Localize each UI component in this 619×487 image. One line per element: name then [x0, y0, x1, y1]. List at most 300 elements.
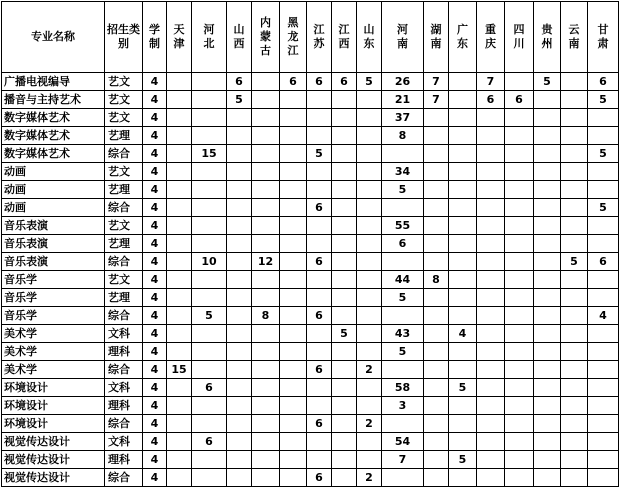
quota-cell [534, 361, 561, 379]
quota-cell [332, 253, 357, 271]
quota-cell: 10 [192, 253, 227, 271]
category-cell: 综合 [105, 361, 143, 379]
quota-cell [332, 415, 357, 433]
quota-cell: 4 [588, 307, 619, 325]
quota-cell [561, 433, 588, 451]
quota-cell [534, 433, 561, 451]
quota-cell [424, 451, 449, 469]
quota-cell [167, 325, 192, 343]
duration-cell: 4 [143, 307, 167, 325]
major-name-cell: 音乐学 [2, 271, 105, 289]
quota-cell [332, 163, 357, 181]
header-label: 江西 [338, 22, 350, 50]
header-label: 重庆 [485, 22, 496, 50]
quota-cell [357, 271, 382, 289]
quota-cell [449, 73, 477, 91]
duration-cell: 4 [143, 325, 167, 343]
quota-cell [357, 307, 382, 325]
major-name-cell: 音乐表演 [2, 253, 105, 271]
table-row [2, 217, 619, 235]
quota-cell [424, 145, 449, 163]
quota-cell [227, 325, 252, 343]
header-province [477, 2, 505, 73]
quota-cell [449, 145, 477, 163]
quota-cell [227, 343, 252, 361]
quota-cell [192, 217, 227, 235]
quota-cell [192, 127, 227, 145]
quota-cell [252, 235, 280, 253]
quota-cell [307, 127, 332, 145]
quota-cell [449, 199, 477, 217]
major-name-cell: 环境设计 [2, 415, 105, 433]
quota-cell [280, 91, 307, 109]
quota-cell [280, 217, 307, 235]
quota-cell [382, 145, 424, 163]
table-row [2, 253, 619, 271]
quota-cell [227, 235, 252, 253]
quota-cell: 2 [357, 361, 382, 379]
category-cell: 文科 [105, 325, 143, 343]
quota-cell: 6 [307, 307, 332, 325]
quota-cell: 6 [307, 73, 332, 91]
category-cell: 艺理 [105, 235, 143, 253]
table-row [2, 199, 619, 217]
quota-cell: 5 [332, 325, 357, 343]
major-name-cell: 数字媒体艺术 [2, 145, 105, 163]
quota-cell [280, 451, 307, 469]
duration-cell: 4 [143, 397, 167, 415]
quota-cell [307, 451, 332, 469]
quota-cell [252, 343, 280, 361]
quota-cell [534, 397, 561, 415]
quota-cell: 6 [477, 91, 505, 109]
quota-cell [449, 397, 477, 415]
quota-cell [280, 415, 307, 433]
quota-cell [449, 307, 477, 325]
quota-cell [332, 397, 357, 415]
quota-cell [505, 127, 534, 145]
quota-cell [449, 433, 477, 451]
quota-cell: 6 [227, 73, 252, 91]
quota-cell: 54 [382, 433, 424, 451]
quota-cell: 6 [382, 235, 424, 253]
table-row [2, 379, 619, 397]
quota-cell: 43 [382, 325, 424, 343]
quota-cell: 8 [382, 127, 424, 145]
table-row [2, 325, 619, 343]
header-province [227, 2, 252, 73]
duration-cell: 4 [143, 451, 167, 469]
header-province [588, 2, 619, 73]
quota-cell [588, 361, 619, 379]
header-province [424, 2, 449, 73]
quota-cell [588, 397, 619, 415]
category-cell: 综合 [105, 307, 143, 325]
quota-cell [477, 325, 505, 343]
quota-cell [505, 307, 534, 325]
quota-cell [227, 253, 252, 271]
duration-cell: 4 [143, 181, 167, 199]
quota-cell: 7 [477, 73, 505, 91]
quota-cell [505, 199, 534, 217]
quota-cell: 6 [280, 73, 307, 91]
major-name-cell: 美术学 [2, 343, 105, 361]
quota-cell [332, 307, 357, 325]
quota-cell [357, 325, 382, 343]
quota-cell [505, 325, 534, 343]
quota-cell [588, 217, 619, 235]
quota-cell [449, 289, 477, 307]
category-cell: 综合 [105, 469, 143, 487]
table-row [2, 163, 619, 181]
quota-cell [357, 397, 382, 415]
quota-cell [424, 289, 449, 307]
quota-cell [280, 325, 307, 343]
quota-cell [332, 91, 357, 109]
quota-cell [561, 271, 588, 289]
quota-cell [280, 433, 307, 451]
quota-cell [167, 145, 192, 163]
header-category [105, 2, 143, 73]
quota-cell [227, 451, 252, 469]
quota-cell [307, 325, 332, 343]
quota-cell: 6 [588, 73, 619, 91]
quota-cell [534, 271, 561, 289]
quota-cell [449, 181, 477, 199]
quota-cell [382, 307, 424, 325]
quota-cell [357, 163, 382, 181]
quota-cell [424, 433, 449, 451]
quota-cell [477, 469, 505, 487]
quota-cell [332, 343, 357, 361]
quota-cell [357, 235, 382, 253]
quota-cell [534, 91, 561, 109]
quota-cell: 5 [357, 73, 382, 91]
quota-cell: 3 [382, 397, 424, 415]
duration-cell: 4 [143, 127, 167, 145]
quota-cell [449, 127, 477, 145]
quota-cell [332, 199, 357, 217]
duration-cell: 4 [143, 289, 167, 307]
quota-cell [332, 271, 357, 289]
quota-cell [588, 109, 619, 127]
major-name-cell: 美术学 [2, 361, 105, 379]
quota-cell: 34 [382, 163, 424, 181]
quota-cell: 6 [588, 253, 619, 271]
quota-cell [280, 343, 307, 361]
quota-cell [534, 307, 561, 325]
header-label: 山西 [233, 22, 245, 50]
category-cell: 艺理 [105, 127, 143, 145]
table-row [2, 127, 619, 145]
quota-cell [280, 163, 307, 181]
quota-cell [307, 289, 332, 307]
quota-cell [227, 307, 252, 325]
quota-cell [505, 343, 534, 361]
major-name-cell: 美术学 [2, 325, 105, 343]
quota-cell [588, 163, 619, 181]
table-row [2, 451, 619, 469]
quota-cell [561, 91, 588, 109]
quota-cell [382, 253, 424, 271]
quota-cell [280, 289, 307, 307]
quota-cell: 2 [357, 469, 382, 487]
header-label: 天津 [173, 22, 185, 50]
duration-cell: 4 [143, 145, 167, 163]
quota-cell: 8 [424, 271, 449, 289]
quota-cell: 5 [449, 379, 477, 397]
quota-cell [252, 217, 280, 235]
quota-cell: 15 [192, 145, 227, 163]
quota-cell [588, 469, 619, 487]
quota-cell [252, 397, 280, 415]
category-cell: 理科 [105, 343, 143, 361]
quota-cell [534, 343, 561, 361]
quota-cell [227, 271, 252, 289]
quota-cell [561, 397, 588, 415]
table-body [2, 73, 619, 487]
quota-cell [280, 109, 307, 127]
quota-cell [382, 361, 424, 379]
category-cell: 艺理 [105, 181, 143, 199]
quota-cell [382, 415, 424, 433]
header-province [561, 2, 588, 73]
quota-cell [477, 199, 505, 217]
quota-cell [252, 361, 280, 379]
quota-cell [167, 469, 192, 487]
quota-cell [357, 253, 382, 271]
header-province [505, 2, 534, 73]
quota-cell [534, 235, 561, 253]
quota-cell: 5 [192, 307, 227, 325]
quota-cell [280, 181, 307, 199]
quota-cell [588, 379, 619, 397]
quota-cell [192, 469, 227, 487]
quota-cell [307, 343, 332, 361]
quota-cell: 5 [588, 145, 619, 163]
quota-cell [192, 343, 227, 361]
quota-cell [505, 73, 534, 91]
quota-cell: 26 [382, 73, 424, 91]
quota-cell: 58 [382, 379, 424, 397]
table-row [2, 181, 619, 199]
quota-cell [252, 181, 280, 199]
quota-cell [357, 289, 382, 307]
quota-cell [424, 361, 449, 379]
quota-cell [252, 451, 280, 469]
quota-cell [588, 127, 619, 145]
quota-cell [332, 469, 357, 487]
quota-cell [307, 397, 332, 415]
header-province [252, 2, 280, 73]
header-duration [143, 2, 167, 73]
quota-cell [505, 163, 534, 181]
quota-cell [534, 379, 561, 397]
quota-cell [477, 433, 505, 451]
header-province [357, 2, 382, 73]
quota-cell [167, 91, 192, 109]
quota-cell: 5 [382, 181, 424, 199]
duration-cell: 4 [143, 163, 167, 181]
quota-cell [424, 307, 449, 325]
quota-cell [561, 415, 588, 433]
category-cell: 理科 [105, 397, 143, 415]
quota-cell [167, 181, 192, 199]
quota-cell [252, 127, 280, 145]
quota-cell: 5 [588, 199, 619, 217]
duration-cell: 4 [143, 253, 167, 271]
quota-cell [357, 451, 382, 469]
quota-cell: 7 [424, 73, 449, 91]
header-label: 黑龙江 [287, 15, 299, 58]
quota-cell [227, 415, 252, 433]
duration-cell: 4 [143, 91, 167, 109]
header-province [280, 2, 307, 73]
quota-cell [357, 181, 382, 199]
header-row [2, 2, 619, 73]
quota-cell [357, 433, 382, 451]
quota-cell [449, 469, 477, 487]
quota-cell [534, 217, 561, 235]
quota-cell [561, 469, 588, 487]
quota-cell [505, 109, 534, 127]
quota-cell [534, 253, 561, 271]
quota-cell: 37 [382, 109, 424, 127]
quota-cell: 5 [382, 343, 424, 361]
quota-cell [505, 451, 534, 469]
quota-cell [477, 289, 505, 307]
quota-cell: 12 [252, 253, 280, 271]
duration-cell: 4 [143, 235, 167, 253]
header-province [332, 2, 357, 73]
quota-cell [561, 217, 588, 235]
quota-cell [477, 217, 505, 235]
quota-cell [252, 109, 280, 127]
quota-cell [192, 415, 227, 433]
duration-cell: 4 [143, 379, 167, 397]
category-cell: 艺文 [105, 73, 143, 91]
quota-cell: 6 [307, 415, 332, 433]
quota-cell [424, 217, 449, 235]
header-province [192, 2, 227, 73]
quota-cell [332, 361, 357, 379]
quota-cell [332, 451, 357, 469]
quota-cell [477, 361, 505, 379]
quota-cell [534, 451, 561, 469]
quota-cell [192, 109, 227, 127]
quota-cell [477, 271, 505, 289]
quota-cell [167, 253, 192, 271]
quota-cell [280, 271, 307, 289]
header-label: 江苏 [313, 22, 325, 50]
quota-cell [167, 199, 192, 217]
quota-cell [424, 469, 449, 487]
table-row [2, 433, 619, 451]
quota-cell: 5 [227, 91, 252, 109]
quota-cell [561, 343, 588, 361]
quota-cell [167, 73, 192, 91]
quota-cell [252, 379, 280, 397]
quota-cell [307, 163, 332, 181]
quota-cell [505, 433, 534, 451]
quota-cell [424, 181, 449, 199]
quota-cell [307, 271, 332, 289]
header-label: 内蒙古 [260, 15, 271, 58]
major-name-cell: 音乐学 [2, 307, 105, 325]
quota-cell [252, 415, 280, 433]
category-cell: 艺文 [105, 163, 143, 181]
quota-cell: 15 [167, 361, 192, 379]
table-row [2, 73, 619, 91]
duration-cell: 4 [143, 73, 167, 91]
quota-cell: 7 [382, 451, 424, 469]
quota-cell [332, 289, 357, 307]
table-row [2, 397, 619, 415]
category-cell: 综合 [105, 415, 143, 433]
header-label: 湖南 [430, 22, 442, 50]
quota-cell [449, 361, 477, 379]
quota-cell [357, 379, 382, 397]
quota-cell [167, 289, 192, 307]
quota-cell [192, 181, 227, 199]
quota-cell: 2 [357, 415, 382, 433]
quota-cell [227, 181, 252, 199]
quota-cell [588, 451, 619, 469]
quota-cell [252, 73, 280, 91]
quota-cell [561, 127, 588, 145]
quota-cell [534, 469, 561, 487]
quota-cell [227, 433, 252, 451]
major-name-cell: 环境设计 [2, 379, 105, 397]
category-cell: 文科 [105, 433, 143, 451]
quota-cell [167, 307, 192, 325]
quota-cell [332, 109, 357, 127]
header-province [382, 2, 424, 73]
duration-cell: 4 [143, 199, 167, 217]
quota-cell [332, 433, 357, 451]
quota-cell [307, 379, 332, 397]
quota-cell [505, 397, 534, 415]
header-label: 学制 [149, 22, 160, 50]
table-row [2, 361, 619, 379]
quota-cell [534, 181, 561, 199]
quota-cell: 6 [192, 379, 227, 397]
table-row [2, 271, 619, 289]
duration-cell: 4 [143, 415, 167, 433]
major-name-cell: 动画 [2, 163, 105, 181]
quota-cell: 6 [307, 361, 332, 379]
quota-cell [192, 325, 227, 343]
major-name-cell: 音乐表演 [2, 217, 105, 235]
quota-cell [449, 91, 477, 109]
category-cell: 艺文 [105, 109, 143, 127]
header-label: 云南 [568, 22, 580, 50]
quota-cell [167, 109, 192, 127]
quota-cell: 6 [192, 433, 227, 451]
quota-cell [227, 361, 252, 379]
quota-cell [477, 253, 505, 271]
header-province [534, 2, 561, 73]
quota-cell [505, 289, 534, 307]
duration-cell: 4 [143, 271, 167, 289]
quota-cell [424, 379, 449, 397]
quota-cell [424, 325, 449, 343]
header-label: 山东 [363, 22, 375, 50]
quota-cell [588, 289, 619, 307]
quota-cell [307, 91, 332, 109]
quota-cell [227, 217, 252, 235]
quota-cell: 7 [424, 91, 449, 109]
